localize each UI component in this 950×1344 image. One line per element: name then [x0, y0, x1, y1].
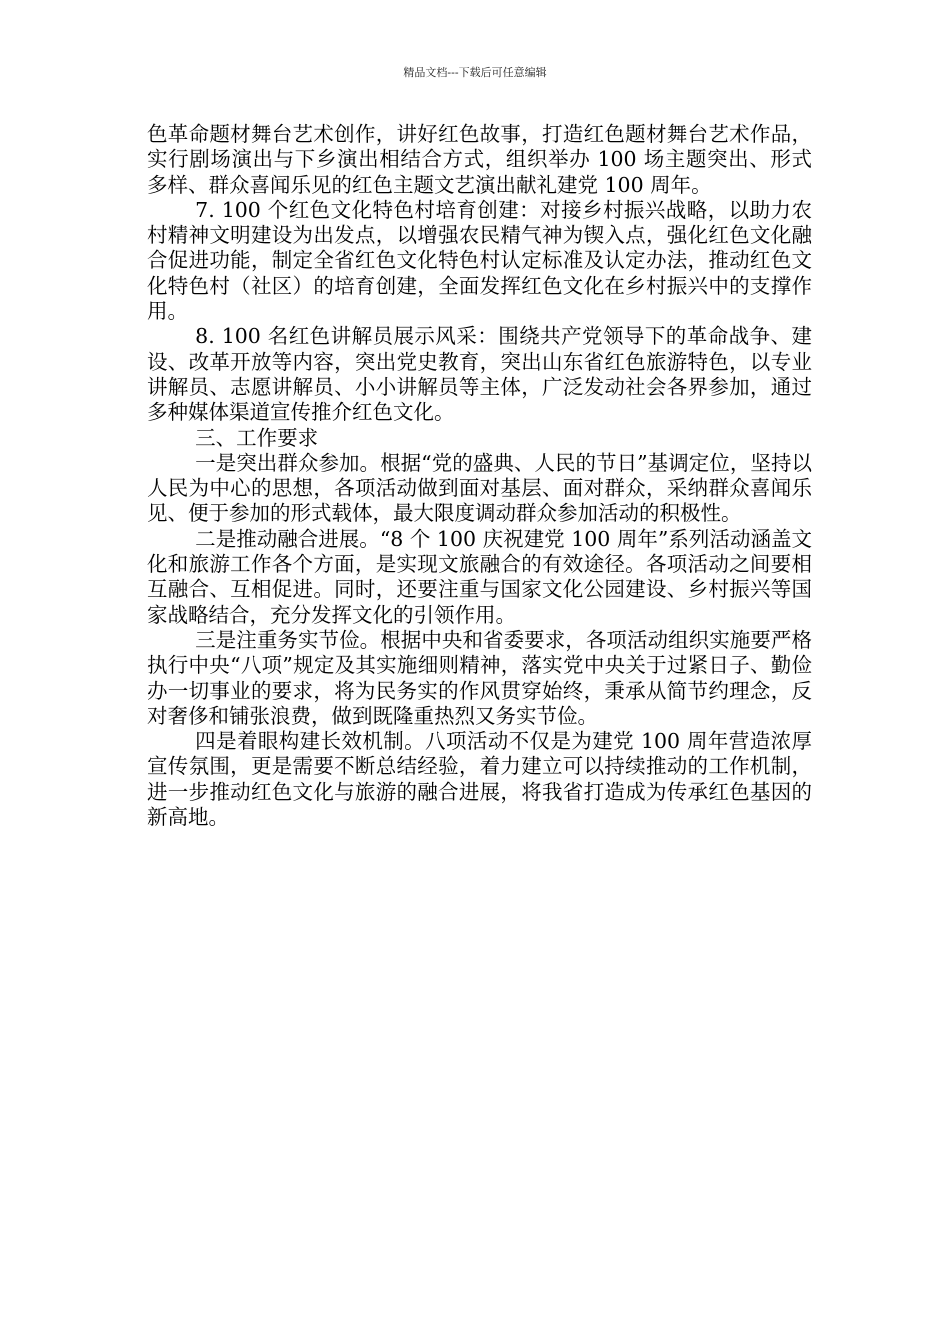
paragraph-continuation: 色革命题材舞台艺术创作，讲好红色故事，打造红色题材舞台艺术作品，实行剧场演出与下乡演出相结合方式，组织举办 100 场主题突出、形式多样、群众喜闻乐见的红色主题文艺演出献礼建党 100 周年。 [147, 122, 812, 197]
section-heading: 三、工作要求 [195, 425, 319, 450]
paragraph-item-8: 8. 100 名红色讲解员展示风采：围绕共产党领导下的革命战争、建设、改革开放等内容，突出党史教育，突出山东省红色旅游特色，以专业讲解员、志愿讲解员、小小讲解员等主体，广泛发动社会各界参加，通过多种媒体渠道宣传推介红色文化。 [147, 324, 812, 425]
paragraph-item-7: 7. 100 个红色文化特色村培育创建：对接乡村振兴战略，以助力农村精神文明建设为出发点，以增强农民精气神为锲入点，强化红色文化融合促进功能，制定全省红色文化特色村认定标准及认定办法，推动红色文化特色村（社区）的培育创建，全面发挥红色文化在乡村振兴中的支撑作用。 [147, 197, 812, 324]
paragraph-requirement-3: 三是注重务实节俭。根据中央和省委要求，各项活动组织实施要严格执行中央“八项”规定及其实施细则精神，落实党中央关于过紧日子、勤俭办一切事业的要求，将为民务实的作风贯穿始终，秉承从简节约理念，反对奢侈和铺张浪费，做到既隆重热烈又务实节俭。 [147, 627, 812, 728]
document-body [147, 122, 812, 830]
paragraph-requirement-2: 二是推动融合进展。“8 个 100 庆祝建党 100 周年”系列活动涵盖文化和旅游工作各个方面，是实现文旅融合的有效途径。各项活动之间要相互融合、互相促进。同时，还要注重与国家文化公园建设、乡村振兴等国家战略结合，充分发挥文化的引领作用。 [147, 526, 812, 627]
paragraph-requirement-1: 一是突出群众参加。根据“党的盛典、人民的节日”基调定位，坚持以人民为中心的思想，各项活动做到面对基层、面对群众，采纳群众喜闻乐见、便于参加的形式载体，最大限度调动群众参加活动的积极性。 [147, 450, 812, 526]
paragraph-requirement-4: 四是着眼构建长效机制。八项活动不仅是为建党 100 周年营造浓厚宣传氛围，更是需要不断总结经验，着力建立可以持续推动的工作机制，进一步推动红色文化与旅游的融合进展，将我省打造成为传承红色基因的新高地。 [147, 729, 812, 830]
page-header: 精品文档---下载后可任意编辑 [403, 66, 547, 79]
